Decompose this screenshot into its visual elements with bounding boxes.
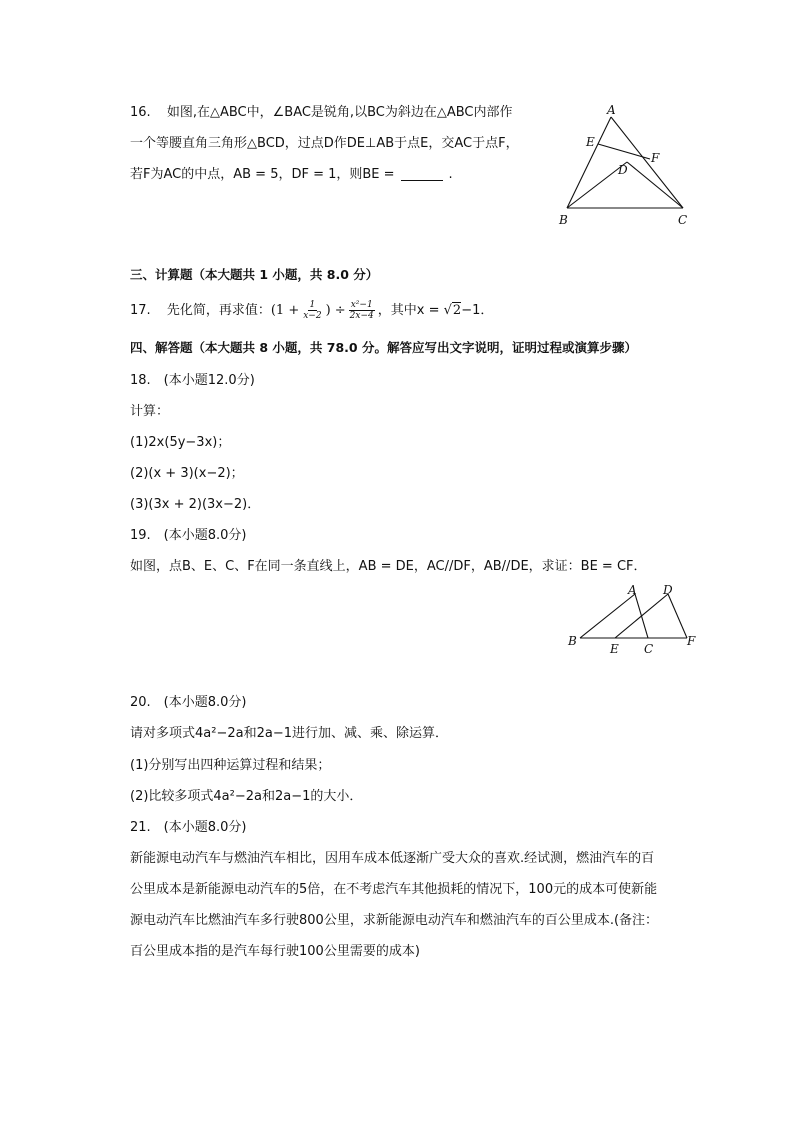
label-F2: F bbox=[687, 634, 696, 648]
q20-header: 20. (本小题8.0分) bbox=[130, 695, 247, 710]
q21-line4: 百公里成本指的是汽车每行驶100公里需要的成本) bbox=[130, 944, 420, 959]
q18-item3: (3)(3x + 2)(3x−2)． bbox=[130, 497, 261, 512]
q21-line2: 公里成本是新能源电动汽车的5倍，在不考虑汽车其他损耗的情况下，100元的成本可使新能 bbox=[130, 882, 658, 897]
label-E: E bbox=[586, 135, 595, 149]
label-C2: C bbox=[644, 642, 654, 656]
label-D: D bbox=[618, 163, 628, 177]
q19-text: 如图，点B、E、C、F在同一条直线上，AB = DE，AC//DF，AB//DE，求证：BE = CF． bbox=[130, 559, 647, 574]
q20-line3: (2)比较多项式4a²−2a和2a−1的大小． bbox=[130, 789, 363, 804]
label-F: F bbox=[651, 151, 660, 165]
q16-text-line3: 若F为AC的中点，AB = 5，DF = 1，则BE = bbox=[130, 167, 395, 182]
q21-line3: 源电动汽车比燃油汽车多行驶800公里，求新能源电动汽车和燃油汽车的百公里成本.(备注： bbox=[130, 913, 659, 928]
q20-line2: (1)分别写出四种运算过程和结果； bbox=[130, 758, 331, 773]
label-B2: B bbox=[568, 634, 577, 648]
q17-line bbox=[130, 300, 493, 321]
sqrt-argument: 2 bbox=[452, 303, 462, 318]
q16-text-line1: 如图,在△ABC中，∠BAC是锐角,以BC为斜边在△ABC内部作 bbox=[166, 105, 513, 120]
label-B: B bbox=[559, 213, 568, 227]
label-E2: E bbox=[610, 642, 619, 656]
q18-intro: 计算： bbox=[130, 404, 170, 419]
frac2-denominator: 2x−4 bbox=[349, 311, 374, 321]
q21-header: 21. (本小题8.0分) bbox=[130, 820, 247, 835]
q17-text-b: ，其中x = bbox=[377, 303, 444, 318]
q16-line3 bbox=[130, 165, 453, 185]
q18-item2: (2)(x + 3)(x−2)； bbox=[130, 466, 244, 481]
q16-period: . bbox=[448, 167, 453, 182]
q18-header: 18. (本小题12.0分) bbox=[130, 373, 255, 388]
q18-item1: (1)2x(5y−3x)； bbox=[130, 435, 231, 450]
label-D2: D bbox=[663, 583, 673, 597]
q17-number: 17. bbox=[130, 303, 151, 318]
section4-heading: 四、解答题（本大题共 8 小题，共 78.0 分。解答应写出文字说明，证明过程或演算步骤） bbox=[130, 340, 637, 355]
q19-header: 19. (本小题8.0分) bbox=[130, 528, 247, 543]
sqrt-symbol: √ bbox=[443, 303, 452, 318]
answer-blank[interactable] bbox=[401, 166, 443, 181]
q16-line2 bbox=[130, 134, 519, 154]
label-A2: A bbox=[628, 583, 637, 597]
q16-number: 16. bbox=[130, 105, 151, 120]
q17-text-a: 先化简，再求值： bbox=[166, 303, 271, 318]
q16-line1 bbox=[130, 103, 513, 123]
frac1-denominator: x−2 bbox=[303, 311, 322, 321]
label-A: A bbox=[607, 103, 616, 117]
frac1-numerator: 1 bbox=[309, 300, 316, 310]
q20-line1: 请对多项式4a²−2a和2a−1进行加、减、乘、除运算． bbox=[130, 726, 448, 741]
q17-fraction-2 bbox=[348, 300, 376, 321]
q17-close-div: ) ÷ bbox=[325, 303, 346, 318]
q17-open: (1 + bbox=[270, 303, 300, 318]
q17-text-c: −1． bbox=[461, 303, 494, 318]
q19-figure bbox=[565, 582, 705, 657]
q17-fraction-1 bbox=[301, 300, 323, 321]
q16-text-line2: 一个等腰直角三角形△BCD，过点D作DE⊥AB于点E，交AC于点F， bbox=[130, 136, 519, 151]
section3-heading: 三、计算题（本大题共 1 小题，共 8.0 分） bbox=[130, 267, 379, 282]
label-C: C bbox=[678, 213, 688, 227]
frac2-numerator: x²−1 bbox=[350, 300, 373, 310]
q21-line1: 新能源电动汽车与燃油汽车相比，因用车成本低逐渐广受大众的喜欢.经试测，燃油汽车的百 bbox=[130, 851, 655, 866]
q16-triangle-figure bbox=[555, 100, 695, 240]
